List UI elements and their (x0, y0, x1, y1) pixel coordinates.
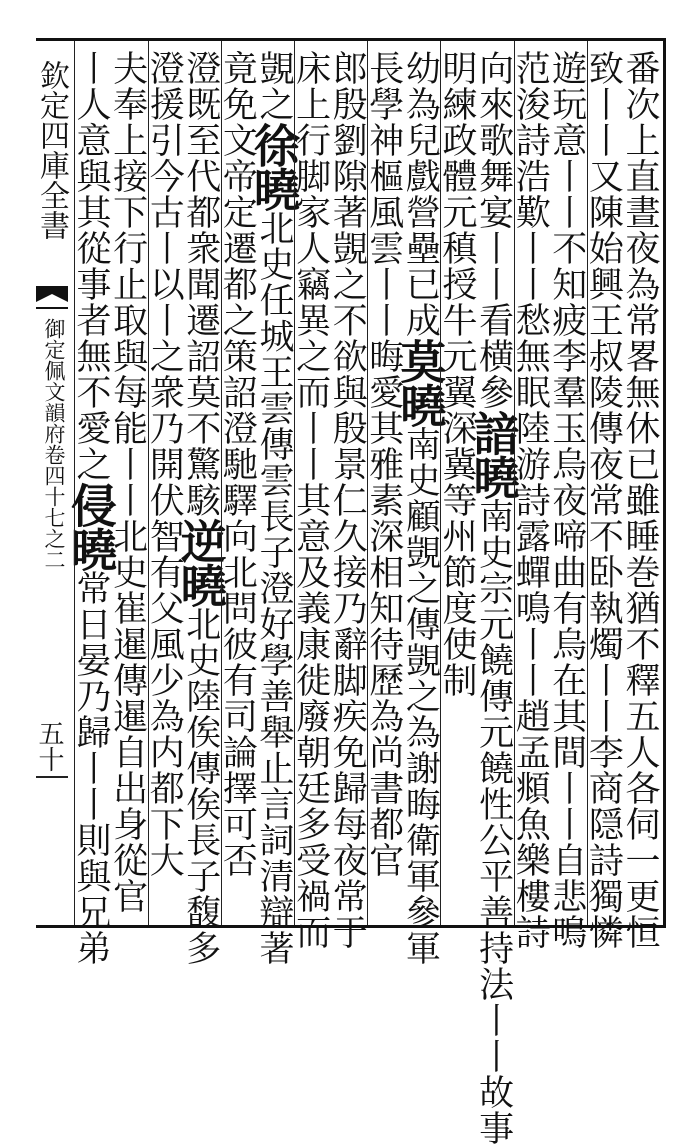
text-column (466, 50, 521, 1146)
text-run: 床上行脚家人竊異之而丨丨其意及義康徙廢朝廷多受禍而 (290, 50, 331, 950)
column-rule (74, 41, 75, 925)
text-run: 竟免 (217, 50, 258, 122)
text-run: 幼為兒戲營壘已成 (400, 50, 441, 338)
text-column (217, 50, 258, 912)
text-run: 南史顧覬之傳覬之為謝晦衛軍參軍 (400, 426, 441, 966)
text-run: 澄援引今古丨以丨之衆乃開伏 (144, 50, 185, 518)
entry-heading: 諳曉 (466, 410, 521, 498)
page-number: 五十 (34, 720, 64, 772)
text-column (583, 50, 624, 950)
column-rule (294, 41, 295, 925)
text-run: 夫奉上接下行止取與每能丨丨北史崔暹傳暹自出身從官 (107, 50, 148, 914)
column-rule (587, 41, 588, 925)
column-rule (514, 41, 515, 925)
text-run: 澄既至代都衆聞遷詔莫不驚駭 (180, 50, 221, 518)
text-run: 文帝定遷都之策詔澄馳驛向北問彼有司論擇可否 (217, 122, 258, 878)
text-run: 郎殷劉隙著覬之不欲與殷景仁久接乃辭脚疾免歸每夜常于 (327, 50, 368, 950)
text-run: 番次上直晝夜為常畧無休已雖睡巻猶不釋五人各伺一更恒 (619, 50, 660, 950)
text-column (63, 50, 118, 966)
text-run: 晦愛其雅素深相知待歷為尚書都官 (363, 338, 404, 878)
text-column (107, 50, 148, 914)
text-run: 常日晏乃歸丨丨則與兄弟 (70, 570, 111, 966)
text-column (363, 50, 404, 912)
entry-heading: 徐曉 (246, 122, 301, 210)
text-run: 致丨丨又陳始興王叔陵傳夜常不卧執燭丨丨李商隠詩獨憐 (583, 50, 624, 950)
text-run: 明練政體元稹授牛元翼深冀等州節度使制 (436, 50, 477, 698)
text-run: 覬之 (253, 50, 294, 122)
text-run: 南史宗元饒傳元饒性公平善持法丨丨故事 (473, 498, 514, 1146)
text-column (246, 50, 301, 966)
text-run: 智有父風少為内都下大 (144, 518, 185, 878)
text-run: 向來歌舞宴丨丨看横參 (473, 50, 514, 410)
margin-volume-title: 御定佩文韻府卷四十七之二 (42, 318, 66, 570)
page-number-rule (36, 776, 68, 778)
entry-heading: 逆曉 (173, 518, 228, 606)
text-column (393, 50, 448, 966)
fishtail-mark-icon (36, 286, 68, 314)
entry-heading: 莫曉 (393, 338, 448, 426)
text-run: 長學神樞風雲丨丨 (363, 50, 404, 338)
text-run: 范浚詩浩歎丨丨愁無眠陸游詩露蟬鳴丨丨趙孟頫魚樂樓詩 (510, 50, 551, 950)
column-rule (440, 41, 441, 925)
text-column (327, 50, 368, 950)
text-run: 丨人意與其從事者無不愛之 (70, 50, 111, 482)
text-column (436, 50, 477, 912)
entry-heading: 侵曉 (63, 482, 118, 570)
text-column (546, 50, 587, 950)
text-column (144, 50, 185, 912)
column-rule (367, 41, 368, 925)
column-rule (221, 41, 222, 925)
margin-book-title: 欽定四庫全書 (34, 60, 69, 240)
text-column (173, 50, 228, 966)
text-run: 北史陸俟傳俟長子馥多 (180, 606, 221, 966)
text-column (619, 50, 660, 950)
text-run: 遊玩意丨丨不知疲李羣玉烏夜啼曲有烏在其間丨丨自悲鳴 (546, 50, 587, 950)
column-rule (148, 41, 149, 925)
text-run: 北史任城王雲傳雲長子澄好學善舉止言詞清辯著 (253, 210, 294, 966)
